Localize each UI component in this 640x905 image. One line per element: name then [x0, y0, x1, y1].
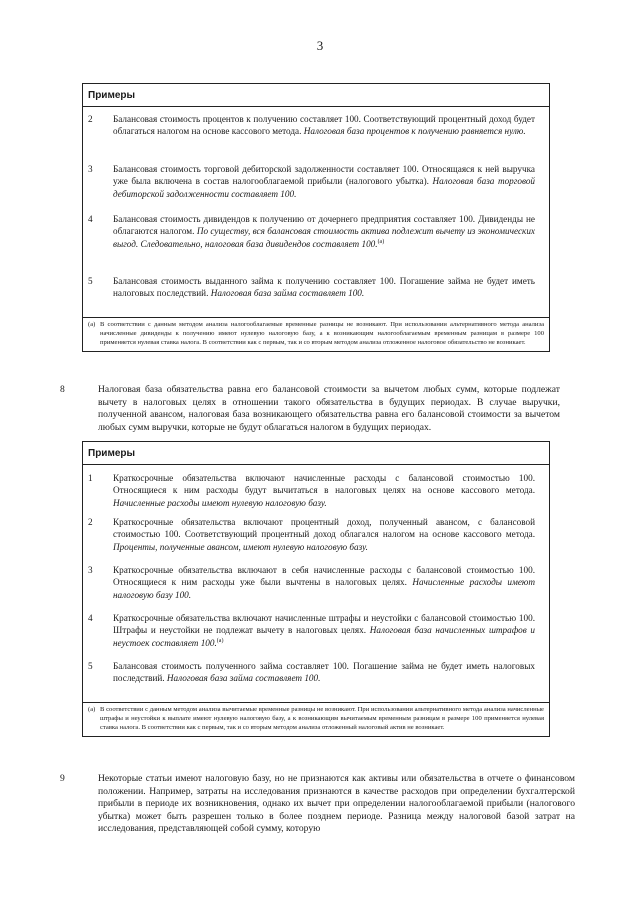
- footnote-ref: (a): [377, 238, 385, 245]
- example-conclusion: Налоговая база торговой дебиторской задолженности составляет 100.: [113, 176, 536, 199]
- example-text: Балансовая стоимость процентов к получению составляет 100. Соответствующий процентный доход будет облагаться налогом на основе кассового метода. Налоговая база процентов к получению равняется нулю.: [113, 114, 535, 137]
- example-number: 2: [88, 114, 93, 124]
- example-text: Балансовая стоимость торговой дебиторской задолженности составляет 100. Относящаяся к ней выручка уже была включена в состав налогооблагаемой прибыли (налогового убытка). Налоговая база торговой дебиторской задолженности составляет 100.: [113, 164, 536, 199]
- example-text: Краткосрочные обязательства включают процентный доход, полученный авансом, с балансовой стоимостью 100. Соответствующий процентный доход облагался налогом на основе кассового метода. Проценты, полученные авансом, имеют нулевую налоговую базу.: [113, 517, 535, 552]
- example-item: [83, 660, 549, 702]
- example-conclusion: Налоговая база начисленных штрафов и неустоек составляет 100.: [113, 625, 536, 648]
- example-conclusion: Проценты, полученные авансом, имеют нулевую налоговую базу.: [113, 541, 368, 552]
- example-number: 3: [88, 164, 93, 174]
- example-item: [83, 213, 549, 275]
- footnote-text: В соответствии с данным методом анализа вычитаемые временные разницы не возникают. При использовании альтернативного метода анализа начисленные штрафы и неустойки к выплате имеют нулевую налоговую базу, а к возникающим вычитаемым временным разницам в размере 100 применяется нулевая ставка налога. В соответствии как с первым, так и со вторым методом анализа отложенный налоговый актив не возникает.: [100, 706, 544, 731]
- paragraph-text: Некоторые статьи имеют налоговую базу, но не признаются как активы или обязательства в отчете о финансовом положении. Например, затраты на исследования признаются в качестве расходов при определении бухгалтерской прибыли в периоде их возникновения, однако их вычет при определении налогооблагаемой прибыли (налогового убытка) может быть разрешен только в более позднем периоде. Разница между налоговой базой затрат на исследования, представляющей собой сумму, которую: [98, 773, 575, 835]
- examples-box-assets: [82, 83, 550, 352]
- example-conclusion: Начисленные расходы имеют нулевую налоговую базу.: [113, 497, 327, 508]
- examples-box-header: Примеры: [83, 442, 549, 465]
- example-number: 4: [88, 613, 93, 623]
- example-text: Балансовая стоимость выданного займа к получению составляет 100. Погашение займа не будет иметь налоговых последствий. Налоговая база займа составляет 100.: [113, 276, 535, 299]
- example-number: 5: [88, 661, 93, 671]
- paragraph-text: Налоговая база обязательства равна его балансовой стоимости за вычетом любых сумм, которые подлежат вычету в налоговых целях в отношении такого обязательства в будущих периодах. В случае выручки, полученной авансом, налоговая база возникающего обязательства равна его балансовой стоимости за вычетом любых сумм выручки, которые не будут облагаться налогом в будущих периодах.: [98, 384, 560, 433]
- example-conclusion: Налоговая база займа составляет 100.: [166, 673, 321, 684]
- example-number: 5: [88, 276, 93, 286]
- example-item: [83, 465, 549, 516]
- paragraph-number: 9: [60, 773, 65, 784]
- examples-box-liabilities: [82, 441, 550, 737]
- footnote-mark: (a): [88, 321, 96, 328]
- footnote-ref: (a): [216, 637, 224, 644]
- example-conclusion: Начисленные расходы имеют налоговую базу 100.: [113, 577, 536, 600]
- paragraph-8: [60, 384, 560, 434]
- example-item: [83, 275, 549, 317]
- examples-box-header: Примеры: [83, 84, 549, 107]
- example-number: 3: [88, 565, 93, 575]
- example-item: [83, 516, 549, 564]
- example-number: 1: [88, 473, 93, 483]
- example-conclusion: По существу, вся балансовая стоимость актива подлежит вычету из экономических выгод. Следовательно, налоговая база дивидендов составляет 100.: [113, 226, 535, 249]
- example-item: [83, 163, 549, 213]
- example-item: [83, 612, 549, 660]
- footnote-text: В соответствии с данным методом анализа налогооблагаемые временные разницы не возникают. При использовании альтернативного метода анализа начисленные дивиденды к получению имеют нулевую налоговую базу, а к возникающим налогооблагаемым временным разницам в размере 100 применяется нулевая ставка налога. В соответствии как с первым, так и со вторым методом анализа отложенное налоговое обязательство не возникает.: [100, 321, 544, 346]
- footnote-mark: (a): [88, 706, 96, 713]
- example-number: 2: [88, 517, 93, 527]
- example-conclusion: Налоговая база займа составляет 100.: [210, 288, 365, 299]
- example-text: Краткосрочные обязательства включают в себя начисленные расходы с балансовой стоимостью 100. Относящиеся к ним расходы уже были вычтены в налоговых целях. Начисленные расходы имеют налоговую базу 100.: [113, 565, 536, 600]
- example-text: Краткосрочные обязательства включают начисленные расходы с балансовой стоимостью 100. Относящиеся к ним расходы будут вычитаться в налоговых целях на основе кассового метода. Начисленные расходы имеют нулевую налоговую базу.: [113, 473, 535, 508]
- paragraph-9: [60, 773, 575, 836]
- example-text: Краткосрочные обязательства включают начисленные штрафы и неустойки с балансовой стоимостью 100. Штрафы и неустойки не подлежат вычету в налоговых целях. Налоговая база начисленных штрафов и неустоек составляет 100.$^{(a)}$: [113, 613, 536, 648]
- example-number: 4: [88, 214, 93, 224]
- footnote: [83, 317, 549, 351]
- footnote: [83, 702, 549, 736]
- paragraph-number: 8: [60, 384, 65, 395]
- example-conclusion: Налоговая база процентов к получению равняется нулю.: [303, 126, 526, 137]
- example-text: Балансовая стоимость дивидендов к получению от дочернего предприятия составляет 100. Дивиденды не облагаются налогом. По существу, вся балансовая стоимость актива подлежит вычету из экономических выгод. Следовательно, налоговая база дивидендов составляет 100.$^{(a)}$: [113, 214, 535, 249]
- example-text: Балансовая стоимость полученного займа составляет 100. Погашение займа не будет иметь налоговых последствий. Налоговая база займа составляет 100.: [113, 661, 535, 684]
- page-number: 3: [316, 38, 324, 53]
- example-item: [83, 564, 549, 612]
- example-item: [83, 107, 549, 163]
